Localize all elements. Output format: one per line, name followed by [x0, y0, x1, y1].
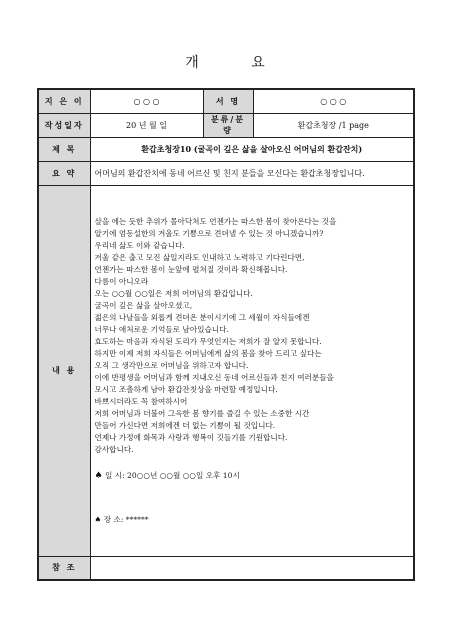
content-line: 다름이 아니오라 [94, 276, 149, 286]
content-line: 모시고 조촐하게 남아 환갑잔칫상을 마련할 예정입니다. [94, 384, 278, 394]
sign-value: ○ ○ ○ [253, 89, 414, 113]
event-time: 일 시: 20○○년 ○○월 ○○일 오후 10시 [105, 470, 240, 480]
subject-value: 환갑초청장10 (굴곡이 깊은 삶을 살아오신 어머님의 환갑잔치) [90, 137, 414, 161]
spade-icon: ♠ [94, 514, 102, 524]
author-value: ○ ○ ○ [90, 89, 203, 113]
date-value: 20 년 월 일 [90, 113, 203, 137]
content-label: 내 용 [38, 185, 90, 556]
content-line: 오직 그 생각만으로 어머님을 위하고자 합니다. [94, 360, 249, 370]
page-title: 개 요 [185, 55, 289, 71]
content-line: 바쁘시더라도 꼭 참여하시어 [94, 396, 188, 406]
content-line: 우리네 삶도 이와 같습니다. [94, 240, 185, 250]
content-line: 하지만 이제 저희 자식들은 어머님에게 삶의 봄을 찾아 드리고 싶다는 [94, 348, 322, 358]
date-label: 작성일자 [38, 113, 90, 137]
content-cell [90, 185, 414, 556]
content-line: 감사합니다. [94, 444, 134, 454]
content-line: 겨울 같은 춥고 모진 삶일지라도 인내하고 노력하고 기다린다면, [94, 252, 305, 262]
subject-label: 제 목 [38, 137, 90, 161]
author-label: 지 은 이 [38, 89, 90, 113]
content-line: 효도하는 마음과 자식된 도리가 무엇인지는 저희가 잘 알지 못합니다. [94, 336, 322, 346]
overview-form [37, 88, 415, 581]
reference-label: 참 조 [38, 556, 90, 580]
event-time-line [95, 470, 410, 482]
content-line: 오는 ○○월 ○○일은 저희 어머님의 환갑입니다. [94, 288, 253, 298]
content-line: 만들어 가신다면 저희에겐 더 없는 기쁨이 될 것입니다. [94, 420, 276, 430]
content-line: 굴곡이 깊은 삶을 살아오셨고, [94, 300, 193, 310]
content-line: 언제나 가정에 화목과 사랑과 행복이 깃들기를 기원합니다. [94, 432, 288, 442]
category-label: 분류/분량 [203, 113, 253, 137]
content-line: 젊은의 나날들을 외롭게 견뎌온 분이시기에 그 세월이 자식들에겐 [94, 312, 310, 322]
category-value: 환갑초청장 /1 page [253, 113, 414, 137]
content-line: 알기에 엄동설한의 겨울도 기쁨으로 견뎌낼 수 있는 것 아니겠습니까? [94, 228, 324, 238]
content-body [95, 216, 410, 456]
content-line: 저희 어머님과 더불어 그윽한 봄 향기를 즐길 수 있는 소중한 시간 [94, 408, 310, 418]
content-line: 살을 에는 듯한 추위가 몰아닥쳐도 언젠가는 따스한 봄이 찾아온다는 것을 [94, 216, 337, 226]
event-place-line [95, 514, 410, 526]
content-line: 이에 반평생을 어머님과 함께 지내오신 동네 어르신들과 친지 여러분들을 [94, 372, 334, 382]
summary-value: 어머님의 환갑잔치에 동네 어르신 및 친지 분들을 모신다는 환갑초청장입니다. [90, 161, 414, 185]
content-line: 언젠가는 따스한 봄이 눈앞에 펼쳐질 것이라 확신해봅니다. [94, 264, 288, 274]
summary-label: 요 약 [38, 161, 90, 185]
event-place: 장 소: ****** [103, 514, 149, 524]
reference-value [90, 556, 414, 580]
content-line: 너무나 애처로운 기억들로 남아있습니다. [94, 324, 229, 334]
sign-label: 서 명 [203, 89, 253, 113]
spade-icon: ♠ [94, 470, 103, 481]
